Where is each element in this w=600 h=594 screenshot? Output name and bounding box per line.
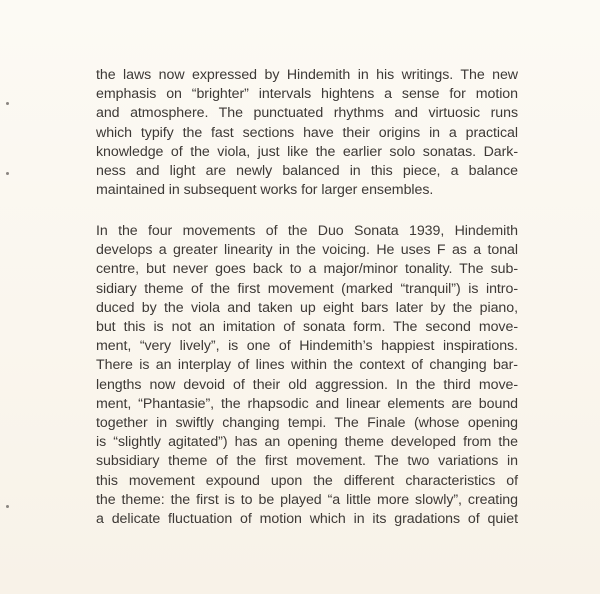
text-line: duced by the viola and taken up eight bars later by the piano, xyxy=(96,299,518,316)
text-line: is “slightly agitated”) has an opening theme developed from the xyxy=(96,434,518,451)
text-line: the theme: the first is to be played “a little more slowly”, creating xyxy=(96,491,518,508)
text-line: ment, “Phantasie”, the rhapsodic and linear elements are bound xyxy=(96,395,518,412)
text-line: knowledge of the viola, just like the earlier solo sonatas. Dark- xyxy=(96,143,518,160)
text-line: There is an interplay of lines within the context of changing bar- xyxy=(96,357,518,374)
text-line: develops a greater linearity in the voicing. He uses F as a tonal xyxy=(96,242,518,259)
margin-mark xyxy=(6,102,9,105)
text-line: In the four movements of the Duo Sonata 1939, Hindemith xyxy=(96,223,518,239)
text-line: the laws now expressed by Hindemith in his writings. The new xyxy=(96,67,518,83)
text-line: sidiary theme of the first movement (marked “tranquil”) is intro- xyxy=(96,280,518,297)
text-line: maintained in subsequent works for larger ensembles. xyxy=(96,182,434,199)
text-line: subsidiary theme of the first movement. The two variations in xyxy=(96,453,518,470)
text-line: emphasis on “brighter” intervals hightens a sense for motion xyxy=(96,86,518,103)
text-line: centre, but never goes back to a major/minor tonality. The sub- xyxy=(96,261,518,278)
text-line: ness and light are newly balanced in this piece, a balance xyxy=(96,163,518,180)
paragraph-1 xyxy=(96,66,518,200)
text-line: this movement expound upon the different characteristics of xyxy=(96,472,518,489)
text-line: lengths now devoid of their old aggression. In the third move- xyxy=(96,376,518,393)
text-line: a delicate fluctuation of motion which in its gradations of quiet xyxy=(96,511,518,528)
paragraph-2 xyxy=(96,222,518,529)
text-line: and atmosphere. The punctuated rhythms and virtuosic runs xyxy=(96,105,518,122)
text-line: together in swiftly changing tempi. The Finale (whose opening xyxy=(96,415,518,432)
text-line: ment, “very lively”, is one of Hindemith’s happiest inspirations. xyxy=(96,338,518,355)
text-line: but this is not an imitation of sonata form. The second move- xyxy=(96,319,518,336)
text-line: which typify the fast sections have their origins in a practical xyxy=(96,124,518,141)
margin-mark xyxy=(6,505,9,508)
margin-mark xyxy=(6,172,9,175)
